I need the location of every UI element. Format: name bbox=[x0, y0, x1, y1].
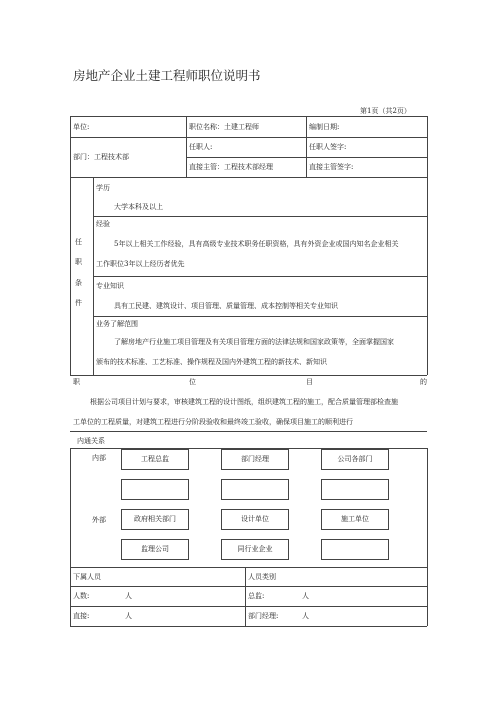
internal-label: 内部 bbox=[92, 454, 106, 462]
total-label: 总监: bbox=[248, 592, 265, 600]
experience-line1: 5年以上相关工作经验，具有高级专业技术职务任职资格，具有外资企业或国内知名企业相关 bbox=[114, 240, 399, 248]
compile-date: 编制日期: bbox=[309, 123, 340, 131]
purpose-label-char: 位 bbox=[189, 378, 196, 386]
dept-manager-label: 部门经理: bbox=[248, 612, 279, 620]
rule bbox=[70, 177, 427, 178]
internal-box: 公司各部门 bbox=[321, 449, 389, 470]
external-box: 政府相关部门 bbox=[121, 509, 189, 530]
empty-box bbox=[121, 479, 189, 500]
total-unit: 人 bbox=[302, 592, 309, 600]
rule bbox=[186, 116, 187, 177]
knowledge-value: 具有工民建、建筑设计、项目管理、质量管理、成本控制等相关专业知识 bbox=[114, 302, 338, 310]
scope-label: 业务了解范围 bbox=[96, 320, 138, 328]
scope-line2: 颁布的技术标准、工艺标准、操作规程及国内外建筑工程的新技术、新知识 bbox=[96, 358, 327, 366]
external-box bbox=[321, 539, 389, 560]
purpose-label-char: 目 bbox=[306, 378, 313, 386]
department: 部门：工程技术部 bbox=[73, 153, 129, 161]
experience-line2: 工作职位3年以上经历者优先 bbox=[96, 260, 185, 268]
dept-manager-unit: 人 bbox=[302, 612, 309, 620]
rule bbox=[70, 137, 427, 138]
unit-label: 单位: bbox=[73, 123, 90, 131]
rule bbox=[245, 567, 246, 626]
rule bbox=[70, 586, 427, 587]
rule bbox=[70, 606, 427, 607]
knowledge-label: 专业知识 bbox=[96, 282, 124, 290]
external-box: 施工单位 bbox=[321, 509, 389, 530]
qualification-side-char: 职 bbox=[75, 258, 82, 266]
rule bbox=[70, 177, 71, 375]
qualification-side-char: 任 bbox=[75, 238, 82, 246]
internal-box: 部门经理 bbox=[221, 449, 289, 470]
empty-box bbox=[221, 479, 289, 500]
rule bbox=[70, 116, 427, 117]
communication-title: 内通关系 bbox=[77, 437, 105, 445]
rule bbox=[427, 177, 428, 375]
incumbent-sign: 任职人签字: bbox=[309, 143, 347, 151]
external-box: 监理公司 bbox=[121, 539, 189, 560]
rule bbox=[70, 431, 427, 432]
purpose-line1: 根据公司项目计划与要求，审核建筑工程的设计图纸，组织建筑工程的施工，配合质量管理部检查施 bbox=[90, 398, 398, 406]
external-box: 设计单位 bbox=[221, 509, 289, 530]
rule bbox=[306, 116, 307, 177]
category-label: 人员类别 bbox=[248, 573, 276, 581]
rule bbox=[93, 216, 427, 217]
direct-label: 直接: bbox=[73, 612, 90, 620]
rule bbox=[70, 448, 71, 567]
experience-label: 经验 bbox=[96, 220, 110, 228]
rule bbox=[93, 276, 427, 277]
count-unit: 人 bbox=[125, 592, 132, 600]
document-title: 房地产企业土建工程师职位说明书 bbox=[73, 68, 261, 83]
supervisor: 直接主管：工程技术部经理 bbox=[189, 163, 273, 171]
rule bbox=[427, 448, 428, 567]
external-box: 同行业企业 bbox=[221, 539, 289, 560]
position-name: 职位名称：土建工程师 bbox=[189, 123, 259, 131]
internal-box: 工程总监 bbox=[121, 449, 189, 470]
rule bbox=[427, 567, 428, 626]
education-label: 学历 bbox=[96, 184, 110, 192]
supervisor-sign: 直接主管签字: bbox=[309, 163, 354, 171]
purpose-label-char: 职 bbox=[73, 378, 80, 386]
direct-unit: 人 bbox=[125, 612, 132, 620]
purpose-line2: 工单位的工程质量，对建筑工程进行分阶段验收和最终竣工验收，确保项目施工的顺利进行 bbox=[73, 418, 353, 426]
rule bbox=[93, 316, 427, 317]
subordinates-label: 下属人员 bbox=[73, 573, 101, 581]
rule bbox=[70, 116, 71, 177]
rule bbox=[70, 626, 427, 627]
incumbent: 任职人: bbox=[189, 143, 213, 151]
education-value: 大学本科及以上 bbox=[114, 203, 163, 211]
qualification-side-char: 件 bbox=[75, 299, 82, 307]
rule bbox=[70, 567, 427, 568]
external-label: 外部 bbox=[92, 516, 106, 524]
purpose-label-char: 的 bbox=[420, 378, 427, 386]
rule bbox=[70, 375, 427, 376]
empty-box bbox=[321, 479, 389, 500]
rule bbox=[427, 116, 428, 177]
scope-line1: 了解房地产行业施工项目管理及有关项目管理方面的法律法规和国家政策等，全面掌握国家 bbox=[114, 338, 394, 346]
rule bbox=[70, 567, 71, 626]
count-label: 人数: bbox=[73, 592, 90, 600]
page-info: 第1页（共2页） bbox=[360, 107, 411, 115]
qualification-side-char: 条 bbox=[75, 279, 82, 287]
